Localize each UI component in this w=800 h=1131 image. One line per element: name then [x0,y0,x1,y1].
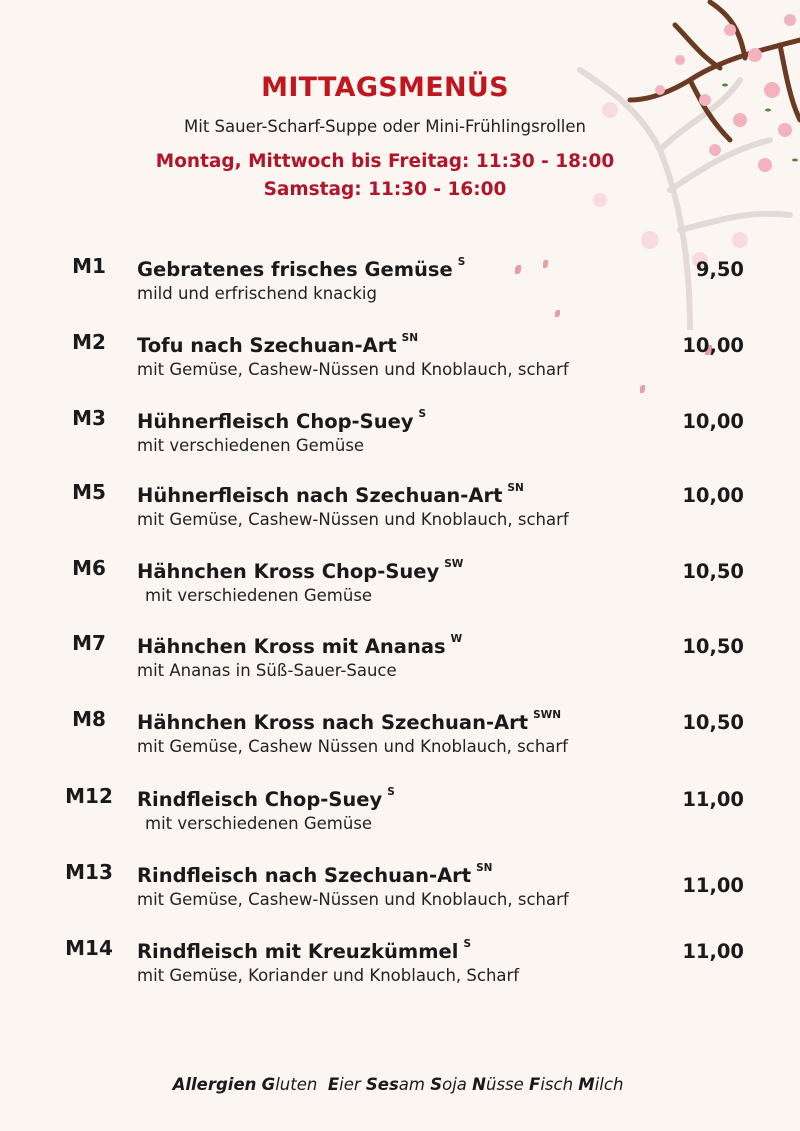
item-code: M13 [65,860,113,884]
item-description: mit verschiedenen Gemüse [145,814,373,833]
allergen-codes: SN [507,482,524,494]
item-code: M3 [72,406,106,430]
allergen-codes: SWN [533,709,562,721]
item-name: Hähnchen Kross Chop-Suey $^{SW}$ [137,558,464,583]
item-name: Rindfleisch mit Kreuzkümmel $^S$ [137,938,471,963]
item-code: M7 [72,631,106,655]
allergen-codes: SW [444,558,464,570]
item-code: M8 [72,707,106,731]
item-code: M12 [65,784,113,808]
item-code: M2 [72,330,106,354]
hours-weekdays: Montag, Mittwoch bis Freitag: 11:30 - 18:00 [155,151,615,172]
item-code: M14 [65,936,113,960]
allergen-codes: S [463,938,471,950]
item-code: M6 [72,556,106,580]
menu-header [0,72,770,204]
item-price: 10,00 [682,484,744,507]
menu-item [0,860,800,920]
item-price: 10,00 [682,410,744,433]
menu-item [0,406,800,466]
item-price: 11,00 [682,788,744,811]
allergen-codes: SN [476,862,493,874]
item-name: Hähnchen Kross nach Szechuan-Art $^{SWN}$ [137,709,562,734]
item-name: Tofu nach Szechuan-Art $^{SN}$ [137,332,419,357]
item-description: mit verschiedenen Gemüse [145,586,373,605]
item-code: M1 [72,254,106,278]
item-name: Hühnerfleisch nach Szechuan-Art $^{SN}$ [137,482,524,507]
item-description: mit Gemüse, Cashew-Nüssen und Knoblauch, scharf [137,890,569,909]
item-name: Gebratenes frisches Gemüse $^S$ [137,256,466,281]
menu-item [0,254,800,314]
hours-saturday: Samstag: 11:30 - 16:00 [263,179,507,200]
allergen-codes: S [387,786,395,798]
menu-item [0,707,800,767]
item-code: M5 [72,480,106,504]
menu-item [0,936,800,996]
item-description: mit Ananas in Süß-Sauer-Sauce [137,661,397,680]
item-description: mit Gemüse, Cashew Nüssen und Knoblauch, scharf [137,737,568,756]
allergen-codes: S [418,408,427,420]
item-description: mit Gemüse, Cashew-Nüssen und Knoblauch, scharf [137,360,569,379]
item-name: Rindfleisch nach Szechuan-Art $^{SN}$ [137,862,493,887]
item-name: Rindfleisch Chop-Suey $^S$ [137,786,395,811]
menu-item [0,480,800,540]
item-price: 11,00 [682,874,744,897]
item-description: mild und erfrischend knackig [137,284,377,303]
page-title: MITTAGSMENÜS [261,72,509,103]
allergen-codes: S [457,256,466,268]
allergen-codes: SN [401,332,419,344]
opening-hours [0,148,770,204]
allergen-codes: W [450,633,463,645]
menu-item [0,631,800,691]
menu-item [0,556,800,616]
item-description: mit verschiedenen Gemüse [137,436,365,455]
subtitle: Mit Sauer-Scharf-Suppe oder Mini-Frühlingsrollen [184,117,586,136]
item-price: 10,50 [682,711,744,734]
item-price: 11,00 [682,940,744,963]
item-name: Hühnerfleisch Chop-Suey $^S$ [137,408,427,433]
item-price: 10,50 [682,560,744,583]
menu-item [0,784,800,844]
item-description: mit Gemüse, Cashew-Nüssen und Knoblauch, scharf [137,510,569,529]
item-name: Hähnchen Kross mit Ananas $^W$ [137,633,463,658]
item-price: 10,00 [682,334,744,357]
menu-item [0,330,800,390]
item-price: 10,50 [682,635,744,658]
item-description: mit Gemüse, Koriander und Knoblauch, Scharf [137,966,520,985]
allergen-legend: Allergien Gluten Eier Sesam Soja Nüsse Fisch Milch [172,1075,624,1094]
item-price: 9,50 [695,258,744,281]
